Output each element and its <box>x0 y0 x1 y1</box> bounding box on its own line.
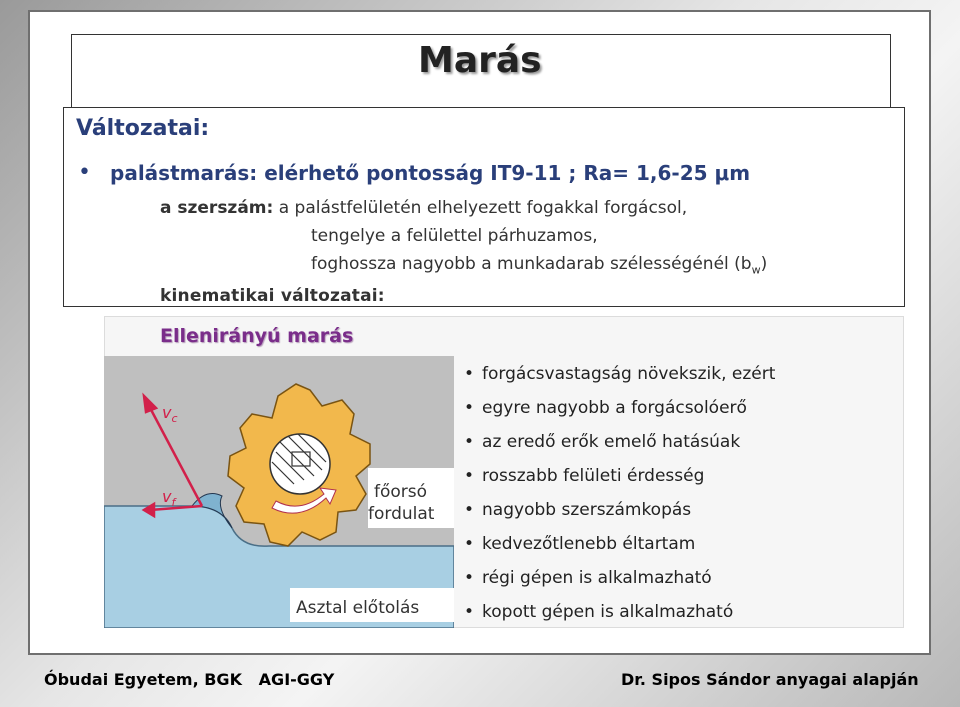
spindle-hole <box>270 434 330 494</box>
slide-title: Marás <box>418 40 542 81</box>
footer-left: Óbudai Egyetem, BGK AGI-GGY <box>44 670 335 689</box>
properties-list <box>464 362 775 634</box>
tool-line-3-close: ) <box>760 254 768 274</box>
main-bullet: palástmarás: elérhető pontosság IT9-11 ; Ra= 1,6-25 μm <box>110 161 751 185</box>
tool-label: a szerszám: <box>160 198 274 218</box>
list-item: • kopott gépen is alkalmazható <box>464 600 775 634</box>
table-feed-label: Asztal előtolás <box>296 598 420 618</box>
spindle-label-2: fordulat <box>368 504 435 524</box>
list-item: • az eredő erők emelő hatásúak <box>464 430 775 464</box>
vc-label: $v_c$ <box>162 403 178 425</box>
list-item: • régi gépen is alkalmazható <box>464 566 775 600</box>
heading: Változatai: <box>76 116 210 141</box>
tool-line-3 <box>311 254 767 276</box>
tool-desc-1: a palástfelületén elhelyezett fogakkal forgácsol, <box>278 198 688 218</box>
list-item: • rosszabb felületi érdesség <box>464 464 775 498</box>
list-item: • nagyobb szerszámkopás <box>464 498 775 532</box>
vf-label: $v_f$ <box>162 487 176 509</box>
subtitle: Ellenirányú marás <box>160 325 354 347</box>
bullet-icon: • <box>78 160 91 185</box>
list-item: • egyre nagyobb a forgácsolóerő <box>464 396 775 430</box>
tool-line-3-text: foghossza nagyobb a munkadarab szélességénél (b <box>311 254 752 274</box>
kinematic-label: kinematikai változatai: <box>160 286 385 306</box>
footer-right: Dr. Sipos Sándor anyagai alapján <box>621 670 919 689</box>
list-item: • forgácsvastagság növekszik, ezért <box>464 362 775 396</box>
tool-line-2: tengelye a felülettel párhuzamos, <box>311 226 598 246</box>
tool-line-1 <box>160 198 687 218</box>
tool-line-3-sub: w <box>751 263 761 277</box>
list-item: • kedvezőtlenebb éltartam <box>464 532 775 566</box>
spindle-label-1: főorsó <box>374 482 428 502</box>
